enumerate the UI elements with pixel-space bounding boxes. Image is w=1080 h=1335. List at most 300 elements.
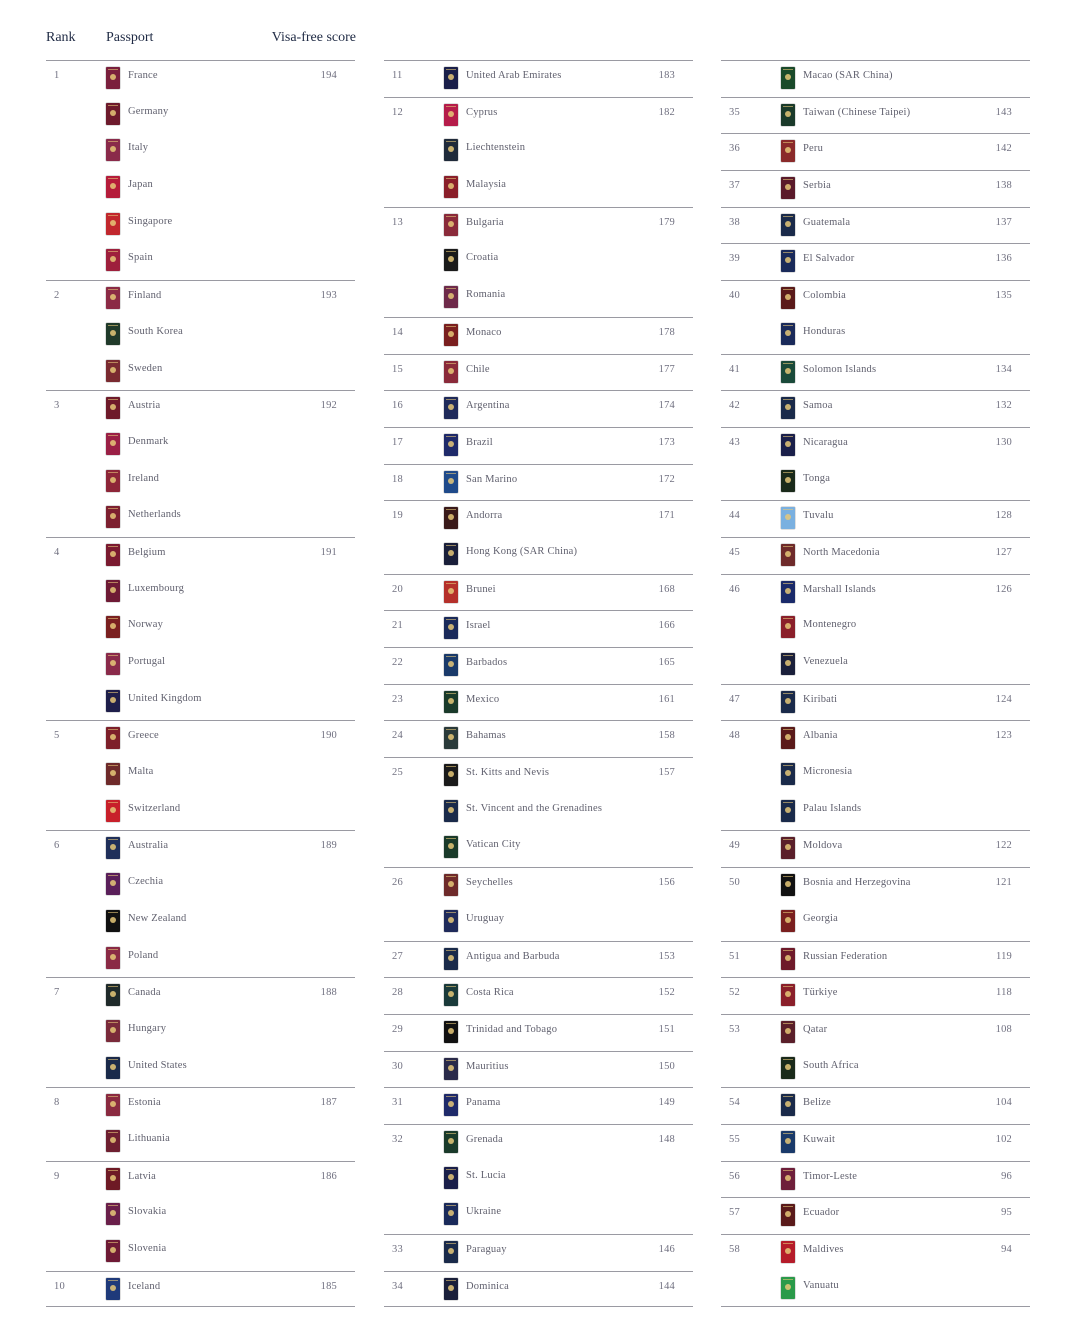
passport-cover-icon [106, 287, 120, 309]
rank-value: 22 [392, 657, 403, 668]
visa-free-score: 121 [995, 877, 1012, 889]
rank-value: 3 [54, 400, 60, 412]
table-row [384, 867, 693, 904]
country-name: Japan [128, 179, 153, 191]
passport-cover-icon [106, 653, 120, 675]
rank-value: 32 [392, 1133, 403, 1145]
rank-value: 24 [392, 730, 403, 742]
passport-cover-icon [444, 1131, 458, 1153]
country-name: Monaco [466, 326, 502, 338]
visa-free-score: 122 [995, 840, 1012, 852]
country-name: Bosnia and Herzegovina [803, 877, 911, 889]
visa-free-score: 194 [320, 70, 337, 81]
passport-cover-icon [781, 984, 795, 1006]
table-row [46, 1161, 355, 1198]
rank-value: 44 [729, 510, 740, 522]
rank-value: 23 [392, 693, 403, 705]
passport-cover-icon [444, 249, 458, 271]
country-name: Vanuatu [803, 1279, 839, 1291]
country-name: Romania [466, 289, 506, 301]
visa-free-score: 138 [995, 180, 1012, 192]
table-row [46, 354, 355, 391]
table-row [721, 280, 1030, 317]
country-name: Ukraine [466, 1206, 502, 1218]
table-row [721, 207, 1030, 244]
rank-value: 6 [54, 840, 60, 852]
country-name: St. Kitts and Nevis [466, 767, 550, 779]
visa-free-score: 94 [1001, 1244, 1012, 1255]
passport-cover-icon [781, 616, 795, 638]
visa-free-score: 108 [995, 1023, 1012, 1035]
table-row [721, 1014, 1030, 1051]
country-name: Taiwan (Chinese Taipei) [803, 106, 911, 118]
country-name: France [128, 70, 158, 81]
table-row [46, 170, 355, 207]
passport-cover-icon [781, 507, 795, 529]
passport-cover-icon [444, 139, 458, 161]
country-name: Lithuania [128, 1132, 171, 1144]
country-name: Andorra [466, 510, 503, 522]
table-row [384, 97, 693, 134]
country-name: Samoa [803, 400, 833, 412]
visa-free-score: 149 [658, 1097, 675, 1109]
rank-value: 57 [729, 1207, 740, 1219]
table-row [384, 610, 693, 647]
score-column-header: Visa-free score [271, 30, 356, 45]
country-name: El Salvador [803, 253, 855, 265]
table-row [46, 904, 355, 941]
country-name: Austria [128, 400, 161, 412]
rank-value: 42 [729, 400, 740, 412]
country-name: United Kingdom [128, 692, 202, 704]
table-row [46, 757, 355, 794]
passport-cover-icon [444, 104, 458, 126]
table-row [721, 1234, 1030, 1271]
country-name: Honduras [803, 325, 846, 337]
visa-free-score: 118 [996, 987, 1012, 999]
table-row [721, 60, 1030, 97]
visa-free-score: 174 [658, 400, 675, 412]
table-row [721, 537, 1030, 574]
table-row [384, 720, 693, 757]
rank-value: 34 [392, 1280, 403, 1292]
table-row [384, 317, 693, 354]
country-name: Chile [466, 363, 490, 375]
table-row [384, 464, 693, 501]
passport-cover-icon [444, 910, 458, 932]
country-name: Colombia [803, 290, 847, 302]
table-row [384, 1124, 693, 1161]
passport-cover-icon [781, 1094, 795, 1116]
country-name: Tonga [803, 472, 831, 484]
passport-cover-icon [106, 727, 120, 749]
country-name: Brazil [466, 436, 493, 448]
rank-value: 51 [729, 950, 740, 962]
rank-value: 7 [54, 987, 60, 999]
passport-cover-icon [444, 691, 458, 713]
table-row [721, 720, 1030, 757]
table-row [721, 867, 1030, 904]
passport-cover-icon [444, 874, 458, 896]
rank-value: 15 [392, 363, 403, 375]
country-name: Grenada [466, 1133, 503, 1145]
passport-cover-icon [444, 948, 458, 970]
rank-value: 12 [392, 106, 403, 118]
visa-free-score: 132 [995, 400, 1012, 412]
rank-value: 4 [54, 546, 60, 558]
table-row [721, 1124, 1030, 1161]
visa-free-score: 151 [658, 1023, 675, 1035]
table-row [721, 977, 1030, 1014]
table-row [384, 684, 693, 721]
passport-cover-icon [106, 1020, 120, 1042]
visa-free-score: 166 [658, 620, 675, 632]
country-name: Micronesia [803, 766, 853, 778]
passport-cover-icon [781, 104, 795, 126]
country-name: Hungary [128, 1022, 167, 1034]
table-row [721, 427, 1030, 464]
rank-value: 58 [729, 1244, 740, 1255]
visa-free-score: 182 [658, 106, 675, 118]
table-row [721, 390, 1030, 427]
passport-cover-icon [444, 176, 458, 198]
passport-cover-icon [781, 250, 795, 272]
passport-cover-icon [106, 544, 120, 566]
rank-value: 48 [729, 730, 740, 742]
visa-free-score: 142 [995, 143, 1012, 155]
table-row [721, 1087, 1030, 1124]
rank-value: 36 [729, 143, 740, 155]
country-name: Nicaragua [803, 436, 848, 448]
country-name: Czechia [128, 876, 164, 888]
passport-cover-icon [106, 763, 120, 785]
rank-value: 54 [729, 1097, 740, 1109]
visa-free-score: 189 [320, 840, 337, 852]
visa-free-score: 95 [1001, 1207, 1012, 1219]
table-row [384, 243, 693, 280]
country-name: St. Vincent and the Grenadines [466, 802, 603, 814]
country-name: Maldives [803, 1244, 844, 1255]
table-row [384, 537, 693, 574]
table-row [384, 977, 693, 1014]
table-row [384, 941, 693, 978]
rank-value: 55 [729, 1133, 740, 1145]
visa-free-score: 190 [320, 730, 337, 742]
passport-cover-icon [106, 139, 120, 161]
table-row [384, 1234, 693, 1271]
table-row [721, 794, 1030, 831]
country-name: Kiribati [803, 693, 838, 705]
country-name: Barbados [466, 657, 508, 668]
rank-value: 47 [729, 693, 740, 705]
passport-cover-icon [106, 506, 120, 528]
passport-cover-icon [106, 800, 120, 822]
passport-cover-icon [781, 874, 795, 896]
ranking-column-2 [384, 60, 693, 1307]
table-row [721, 574, 1030, 611]
country-name: Trinidad and Tobago [466, 1023, 558, 1035]
table-row [384, 647, 693, 684]
rank-value: 16 [392, 400, 403, 412]
table-row [721, 757, 1030, 794]
passport-cover-icon [106, 873, 120, 895]
country-name: Netherlands [128, 509, 181, 521]
passport-cover-icon [444, 1241, 458, 1263]
country-name: Georgia [803, 912, 839, 924]
table-row [721, 1271, 1030, 1308]
table-row [384, 1161, 693, 1198]
country-name: Seychelles [466, 877, 513, 889]
table-row [721, 133, 1030, 170]
passport-cover-icon [106, 1130, 120, 1152]
country-name: Spain [128, 252, 153, 264]
passport-cover-icon [444, 1094, 458, 1116]
table-row [384, 1051, 693, 1088]
passport-cover-icon [106, 984, 120, 1006]
rank-value: 39 [729, 253, 740, 265]
rank-value: 2 [54, 290, 60, 302]
country-name: Palau Islands [803, 802, 862, 814]
table-row [46, 1087, 355, 1124]
visa-free-score: 130 [995, 436, 1012, 448]
visa-free-score: 127 [995, 546, 1012, 558]
visa-free-score: 137 [995, 216, 1012, 228]
country-name: Montenegro [803, 619, 857, 631]
table-row [46, 977, 355, 1014]
country-name: Peru [803, 143, 824, 155]
country-name: Paraguay [466, 1244, 507, 1255]
country-name: South Korea [128, 325, 183, 337]
passport-cover-icon [444, 67, 458, 89]
rank-value: 28 [392, 987, 403, 999]
passport-cover-icon [781, 910, 795, 932]
ranking-column-3 [721, 60, 1030, 1307]
table-row [46, 830, 355, 867]
visa-free-score: 104 [995, 1097, 1012, 1109]
visa-free-score: 165 [658, 657, 675, 668]
passport-cover-icon [106, 176, 120, 198]
passport-cover-icon [106, 1240, 120, 1262]
country-name: Iceland [128, 1280, 161, 1292]
passport-cover-icon [106, 616, 120, 638]
rank-column-header: Rank [46, 30, 76, 45]
visa-free-score: 173 [658, 436, 675, 448]
visa-free-score: 161 [658, 693, 675, 705]
table-row [46, 537, 355, 574]
passport-cover-icon [781, 214, 795, 236]
country-name: Mexico [466, 693, 500, 705]
passport-cover-icon [106, 1203, 120, 1225]
table-row [721, 170, 1030, 207]
country-name: Timor-Leste [803, 1170, 858, 1182]
country-name: Tuvalu [803, 510, 834, 522]
table-row [46, 1014, 355, 1051]
country-name: Serbia [803, 180, 832, 192]
country-name: St. Lucia [466, 1169, 506, 1181]
passport-cover-icon [444, 1203, 458, 1225]
country-name: Australia [128, 840, 169, 852]
table-row [46, 867, 355, 904]
table-row [384, 830, 693, 867]
table-row [46, 610, 355, 647]
country-name: Latvia [128, 1170, 157, 1182]
table-row [384, 280, 693, 317]
table-row [721, 1197, 1030, 1234]
passport-cover-icon [781, 1277, 795, 1299]
rank-value: 25 [392, 767, 403, 779]
country-name: Albania [803, 730, 838, 742]
passport-cover-icon [781, 177, 795, 199]
table-row [46, 97, 355, 134]
rank-value: 27 [392, 950, 403, 962]
visa-free-score: 134 [995, 363, 1012, 375]
table-row [46, 1124, 355, 1161]
country-name: North Macedonia [803, 546, 880, 558]
rank-value: 31 [392, 1097, 403, 1109]
rank-value: 14 [392, 326, 403, 338]
country-name: Uruguay [466, 912, 505, 924]
rank-value: 49 [729, 840, 740, 852]
country-name: Poland [128, 949, 159, 961]
table-row [721, 243, 1030, 280]
country-name: Luxembourg [128, 582, 185, 594]
country-name: Croatia [466, 252, 499, 264]
country-name: United Arab Emirates [466, 70, 562, 81]
country-name: Slovakia [128, 1206, 167, 1218]
passport-column-header: Passport [106, 30, 154, 45]
passport-cover-icon [781, 727, 795, 749]
rank-value: 19 [392, 510, 403, 522]
rank-value: 35 [729, 106, 740, 118]
country-name: Switzerland [128, 802, 181, 814]
visa-free-score: 143 [995, 106, 1012, 118]
passport-cover-icon [444, 397, 458, 419]
passport-cover-icon [781, 287, 795, 309]
rank-value: 11 [392, 70, 403, 81]
country-name: Costa Rica [466, 987, 514, 999]
rank-value: 30 [392, 1060, 403, 1072]
table-row [46, 243, 355, 280]
visa-free-score: 172 [658, 473, 675, 485]
country-name: Slovenia [128, 1243, 167, 1254]
table-row [46, 647, 355, 684]
passport-cover-icon [781, 837, 795, 859]
passport-cover-icon [444, 471, 458, 493]
table-row [46, 720, 355, 757]
rank-value: 56 [729, 1170, 740, 1182]
country-name: Russian Federation [803, 950, 888, 962]
table-row [384, 427, 693, 464]
country-name: Qatar [803, 1023, 828, 1035]
table-row [384, 574, 693, 611]
visa-free-score: 177 [658, 363, 675, 375]
passport-cover-icon [106, 580, 120, 602]
passport-cover-icon [106, 213, 120, 235]
country-name: Liechtenstein [466, 142, 526, 154]
passport-cover-icon [781, 1168, 795, 1190]
rank-value: 41 [729, 363, 740, 375]
country-name: Belize [803, 1097, 832, 1109]
country-name: Panama [466, 1097, 501, 1109]
table-row [721, 97, 1030, 134]
visa-free-score: 157 [658, 767, 675, 779]
table-row [46, 464, 355, 501]
table-row [46, 60, 355, 97]
country-name: Denmark [128, 435, 169, 447]
table-row [46, 207, 355, 244]
passport-cover-icon [781, 67, 795, 89]
visa-free-score: 192 [320, 400, 337, 412]
country-name: Sweden [128, 362, 163, 374]
passport-cover-icon [106, 1057, 120, 1079]
country-name: Venezuela [803, 656, 848, 667]
country-name: Malaysia [466, 179, 507, 191]
passport-cover-icon [106, 249, 120, 271]
passport-cover-icon [781, 763, 795, 785]
visa-free-score: 186 [320, 1170, 337, 1182]
country-name: Marshall Islands [803, 583, 876, 595]
passport-cover-icon [444, 324, 458, 346]
country-name: Dominica [466, 1280, 510, 1292]
country-name: Brunei [466, 583, 496, 595]
visa-free-score: 179 [658, 216, 675, 228]
table-row [46, 1197, 355, 1234]
passport-cover-icon [781, 397, 795, 419]
country-name: Mauritius [466, 1060, 509, 1072]
country-name: Germany [128, 105, 169, 117]
country-name: South Africa [803, 1059, 859, 1071]
visa-free-score: 153 [658, 950, 675, 962]
table-row [721, 941, 1030, 978]
passport-cover-icon [781, 544, 795, 566]
country-name: Ireland [128, 472, 160, 484]
rank-value: 9 [54, 1170, 60, 1182]
visa-free-score: 193 [320, 290, 337, 302]
passport-cover-icon [106, 1168, 120, 1190]
country-name: Malta [128, 766, 154, 778]
table-row [384, 170, 693, 207]
country-name: Solomon Islands [803, 363, 877, 375]
country-name: Argentina [466, 400, 510, 412]
table-row [384, 354, 693, 391]
visa-free-score: 183 [658, 70, 675, 81]
rank-value: 10 [54, 1280, 65, 1292]
rank-value: 37 [729, 180, 740, 192]
table-row [721, 500, 1030, 537]
table-row [721, 904, 1030, 941]
rank-value: 29 [392, 1023, 403, 1035]
table-row [46, 574, 355, 611]
table-row [384, 757, 693, 794]
country-name: Antigua and Barbuda [466, 950, 560, 962]
passport-cover-icon [106, 433, 120, 455]
passport-cover-icon [444, 434, 458, 456]
table-row [384, 1087, 693, 1124]
passport-cover-icon [444, 984, 458, 1006]
passport-cover-icon [444, 800, 458, 822]
passport-cover-icon [106, 947, 120, 969]
country-name: Hong Kong (SAR China) [466, 545, 578, 557]
visa-free-score: 128 [995, 510, 1012, 522]
passport-cover-icon [781, 140, 795, 162]
visa-free-score: 146 [658, 1244, 675, 1255]
rank-value: 8 [54, 1097, 60, 1109]
passport-cover-icon [106, 103, 120, 125]
rank-value: 43 [729, 436, 740, 448]
country-name: United States [128, 1059, 187, 1071]
passport-cover-icon [781, 800, 795, 822]
visa-free-score: 178 [658, 326, 675, 338]
